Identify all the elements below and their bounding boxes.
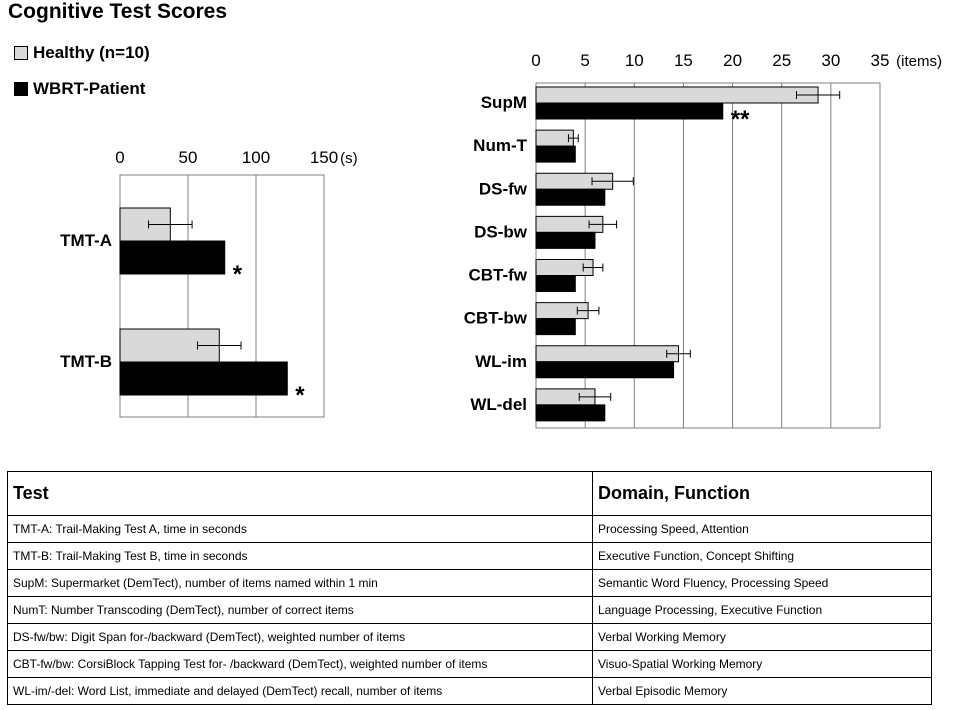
tick-label: 0: [531, 51, 541, 70]
tick-label: 20: [723, 51, 743, 70]
bar-patient: [536, 103, 723, 119]
tick-label: 25: [772, 51, 792, 70]
tick-label: 150: [309, 148, 339, 167]
table-cell-domain: Language Processing, Executive Function: [593, 597, 932, 624]
table-row: [8, 570, 932, 597]
bar-healthy: [536, 130, 573, 146]
category-label: WL-del: [470, 394, 527, 414]
table-row: [8, 651, 932, 678]
category-label: DS-fw: [478, 179, 527, 199]
table-cell-test: TMT-B: Trail-Making Test B, time in seconds: [8, 543, 593, 570]
bar-healthy: [536, 87, 818, 103]
legend-label-patient: WBRT-Patient: [33, 79, 146, 98]
table-cell-test: DS-fw/bw: Digit Span for-/backward (DemTect), weighted number of items: [8, 624, 593, 651]
tick-label: 30: [821, 51, 841, 70]
bar-patient: [536, 146, 575, 162]
table-row: [8, 624, 932, 651]
legend-label-healthy: Healthy (n=10): [33, 43, 150, 62]
figure-title: Cognitive Test Scores: [8, 0, 228, 23]
category-label: DS-bw: [474, 222, 527, 242]
table-cell-test: CBT-fw/bw: CorsiBlock Tapping Test for- /backward (DemTect), weighted number of items: [8, 651, 593, 678]
significance-marker: *: [232, 261, 243, 288]
table-cell-test: WL-im/-del: Word List, immediate and delayed (DemTect) recall, number of items: [8, 678, 593, 705]
table-cell-domain: Visuo-Spatial Working Memory: [593, 651, 932, 678]
bar-patient: [536, 276, 575, 292]
tick-label: 10: [624, 51, 644, 70]
table-cell-test: NumT: Number Transcoding (DemTect), number of correct items: [8, 597, 593, 624]
table-row: [8, 543, 932, 570]
table-header-domain: Domain, Function: [593, 472, 932, 516]
table-cell-domain: Verbal Episodic Memory: [593, 678, 932, 705]
table-cell-domain: Executive Function, Concept Shifting: [593, 543, 932, 570]
test-description-table: [7, 471, 932, 705]
bar-patient: [536, 189, 605, 205]
significance-marker: **: [730, 106, 750, 133]
axis-unit-label: (s): [340, 150, 358, 167]
table-cell-test: SupM: Supermarket (DemTect), number of items named within 1 min: [8, 570, 593, 597]
bar-patient: [536, 405, 605, 421]
bar-healthy: [536, 346, 679, 362]
category-label: TMT-A: [60, 231, 112, 250]
table-header-row: [8, 472, 932, 516]
table-row: [8, 678, 932, 705]
category-label: Num-T: [473, 136, 527, 156]
tick-label: 35: [870, 51, 890, 70]
tick-label: 100: [241, 148, 271, 167]
tick-label: 0: [115, 148, 125, 167]
table-row: [8, 516, 932, 543]
category-label: TMT-B: [60, 352, 112, 371]
bar-patient: [536, 319, 575, 335]
table-header-test: Test: [8, 472, 593, 516]
table-cell-domain: Processing Speed, Attention: [593, 516, 932, 543]
table-cell-domain: Semantic Word Fluency, Processing Speed: [593, 570, 932, 597]
category-label: WL-im: [475, 351, 527, 371]
significance-marker: *: [295, 382, 305, 409]
tick-label: 50: [178, 148, 198, 167]
bar-patient: [536, 362, 674, 378]
table-cell-test: TMT-A: Trail-Making Test A, time in seconds: [8, 516, 593, 543]
tick-label: 15: [673, 51, 693, 70]
table-cell-domain: Verbal Working Memory: [593, 624, 932, 651]
axis-unit-label: (items): [896, 53, 942, 70]
bar-patient: [536, 232, 595, 248]
tick-label: 5: [580, 51, 590, 70]
category-label: SupM: [480, 93, 527, 112]
table-row: [8, 597, 932, 624]
category-label: CBT-bw: [463, 308, 527, 328]
category-label: CBT-fw: [468, 265, 527, 285]
